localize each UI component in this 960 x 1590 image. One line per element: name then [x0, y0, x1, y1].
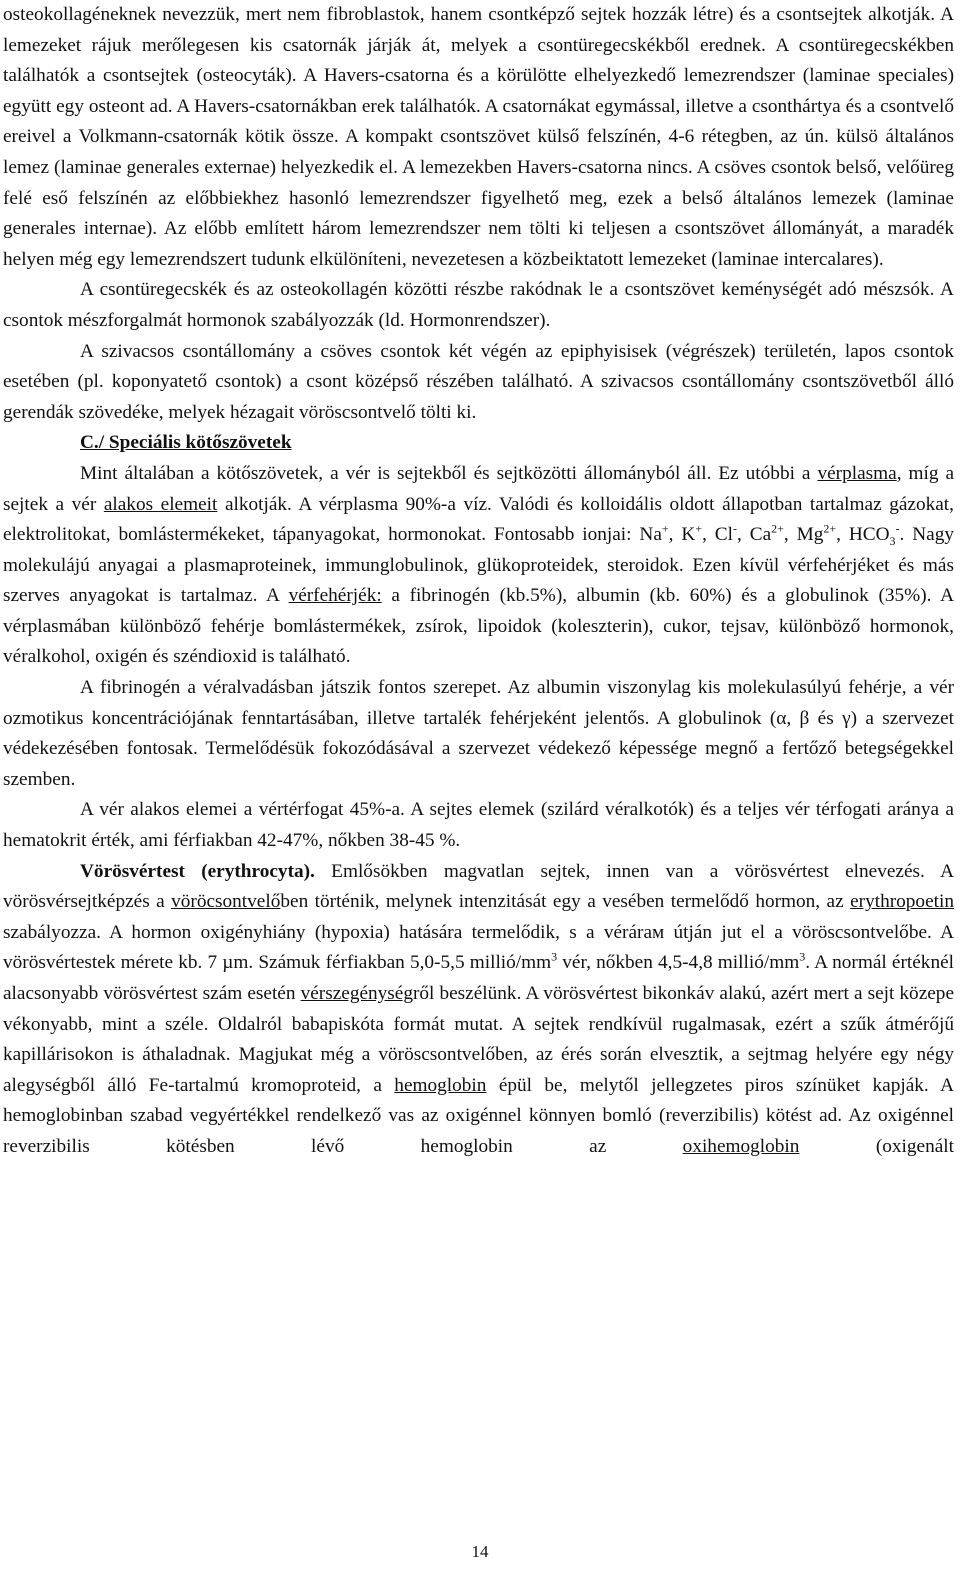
- term-oxihemoglobin: oxihemoglobin: [682, 1135, 800, 1157]
- text-run: , Ca: [737, 524, 772, 546]
- paragraph-blood-plasma: [3, 459, 954, 673]
- text-run: . Nagy molekulájú anyagai a plasmaproteinek, immunglobulinok, glükoproteidek, steroidok. Ezen kívül vérfehérjéket és más szerves anyagokat is tartalmaz. A: [3, 524, 955, 607]
- ion-charge: +: [661, 521, 669, 536]
- ion-charge: 2+: [771, 521, 784, 536]
- ion-charge: -: [733, 521, 737, 536]
- text-run: Mint általában a kötőszövetek, a vér is sejtekből és sejtközötti állományból áll. Ez utóbbi a: [80, 462, 818, 484]
- term-erythropoetin: erythropoetin: [850, 891, 954, 913]
- text-run: , K: [668, 524, 696, 546]
- document-page: [3, 0, 954, 1163]
- text-run: Emlősökben magvatlan sejtek, innen van a vörösvértest elnevezés. A vörösvérsejtképzés a: [3, 860, 955, 913]
- subscript: 3: [889, 533, 896, 548]
- term-alakos-elemek: alakos elemeit: [103, 493, 218, 515]
- text-run: , Cl: [702, 524, 734, 546]
- text-run: épül be, melytől jellegzetes piros színüket kapják. A hemoglobinban szabad vegyértékkel rendelkező vas az oxigénnel könnyen bomló (reverzibilis) kötést ad. Az oxigénnel reverzibilis kötésben lévő hemoglobin az: [3, 1074, 954, 1157]
- text-run: , míg a sejtek a vér: [3, 462, 955, 515]
- term-vérplasma: vérplasma: [817, 462, 897, 484]
- paragraph-bone-lamellae: osteokollagéneknek nevezzük, mert nem fibroblastok, hanem csontképző sejtek hozzák létre) és a csontsejtek alkotják. A lemezeket rájuk merőlegesen kis csatornák járják át, melyek a csontüregecskékből erednek. A csontüregecskékben találhatók a csontsejtek (osteocyták). A Havers-csatorna és a körülötte elhelyezkedő lemezrendszer (laminae speciales) együtt egy osteont ad. A Havers-csatornákban erek találhatók. A csatornákat egymással, illetve a csonthártya és a csontvelő ereivel a Volkmann-csatornák kötik össze. A kompakt csontszövet külső felszínén, 4-6 rétegben, az ún. külsö általános lemez (laminae generales externae) helyezkedik el. A lemezekben Havers-csatorna nincs. A csöves csontok belső, velőüreg felé eső felszínén az előbbiekhez hasonló lemezrendszer figyelhető meg, ezek a belső általános lemezek (laminae generales internae). Az előbb említett három lemezrendszer nem tölti ki teljesen a csontszövet állományát, a maradék helyen még egy lemezrendszert tudunk elkülöníteni, nevezetesen a közbeiktatott lemezeket (laminae intercalares).: [3, 4, 954, 270]
- text-run: , Mg: [783, 524, 824, 546]
- superscript: 3: [551, 949, 558, 964]
- term-vöröcsontvelő: vöröcsontvelő: [171, 891, 281, 913]
- text-run: , HCO: [836, 524, 890, 546]
- page-number: 14: [471, 1542, 489, 1561]
- paragraph-erythrocyte: [3, 857, 954, 1163]
- section-heading: C./ Speciális kötőszövetek: [80, 432, 292, 454]
- term-vérfehérjék: vérfehérjék:: [288, 585, 382, 607]
- text-run: a fibrinogén (kb.5%), albumin (kb. 60%) és a globulinok (35%). A vérplasmában különböző fehérje bomlástermékek, zsírok, lipoidok (koleszterin), cukor, tejsav, különböző hormonok, véralkohol, oxigén és széndioxid is található.: [3, 585, 954, 668]
- text-run: ben történik, melynek intenzitását egy a vesében termelődő hormon, az: [280, 891, 851, 913]
- text-run: ről beszélünk. A vörösvértest bikonkáv alakú, azért mert a sejt közepe vékonyabb, mint a széle. Oldalról babapiskóta formát mutat. A sejtek rendkívül rugalmasak, ezért a szűk átmérőjű kapillárisokon is áthaladnak. Magjukat még a vöröscsontvelőben, az érés során elvesztik, a sejtmag helyére egy négy alegységből álló Fe-tartalmú kromoproteid, a: [3, 983, 955, 1096]
- text-run: (oxigenált: [799, 1135, 955, 1157]
- paragraph-spongy-bone: A szivacsos csontállomány a csöves csontok két végén az epiphyisisek (végrészek) területén, lapos csontok esetében (pl. koponyatető csontok) a csont középső részében található. A szivacsos csontállomány csontszövetből álló gerendák szövedéke, melyek hézagait vöröscsontvelő tölti ki.: [3, 340, 954, 423]
- text-run: alkotják. A vérplasma 90%-a víz. Valódi és kolloidális oldott állapotban tartalmaz gázokat, elektrolitokat, bomlástermékeket, tápanyagokat, hormonokat. Fontosabb ionjai: Na: [3, 493, 954, 546]
- text-run: szabályozza. A hormon oxigényhiány (hypoxia) hatására termelődik, s a vérárам útján jut el a vöröscsontvelőbe. A vörösvértestek mérete kb. 7 µm. Számuk férfiakban 5,0-5,5 millió/mm: [3, 921, 954, 974]
- superscript: 3: [799, 949, 806, 964]
- paragraph-fibrinogen: A fibrinogén a véralvadásban játszik fontos szerepet. Az albumin viszonylag kis molekulasúlyú fehérje, a vér ozmotikus koncentrációjának fenntartásában, illetve tartalék fehérjeként jelentős. A globulinok (α, β és γ) a szervezet védekezésében fontosak. Termelődésük fokozódásával a szervezet védekező képessége megnő a fertőző betegségekkel szemben.: [3, 677, 954, 790]
- term-vörösvértest: Vörösvértest (erythrocyta).: [80, 860, 315, 882]
- ion-charge: 2+: [823, 521, 837, 536]
- term-hemoglobin: hemoglobin: [394, 1074, 487, 1096]
- ion-charge: -: [895, 521, 900, 536]
- text-run: vér, nőkben 4,5-4,8 millió/mm: [557, 952, 800, 974]
- text-run: . A normál értéknél alacsonyabb vörösvértest szám esetén: [3, 952, 954, 1004]
- paragraph-calcium-salts: A csontüregecskék és az osteokollagén közötti részbe rakódnak le a csontszövet keménységét adó mészsók. A csontok mészforgalmát hormonok szabályozzák (ld. Hormonrendszer).: [3, 279, 954, 331]
- term-vérszegénység: vérszegénység: [300, 983, 413, 1004]
- ion-charge: +: [695, 521, 703, 536]
- paragraph-hematocrit: A vér alakos elemei a vértérfogat 45%-a. A sejtes elemek (szilárd véralkotók) és a teljes vér térfogati aránya a hematokrit érték, ami férfiakban 42-47%, nőkben 38-45 %.: [3, 799, 954, 852]
